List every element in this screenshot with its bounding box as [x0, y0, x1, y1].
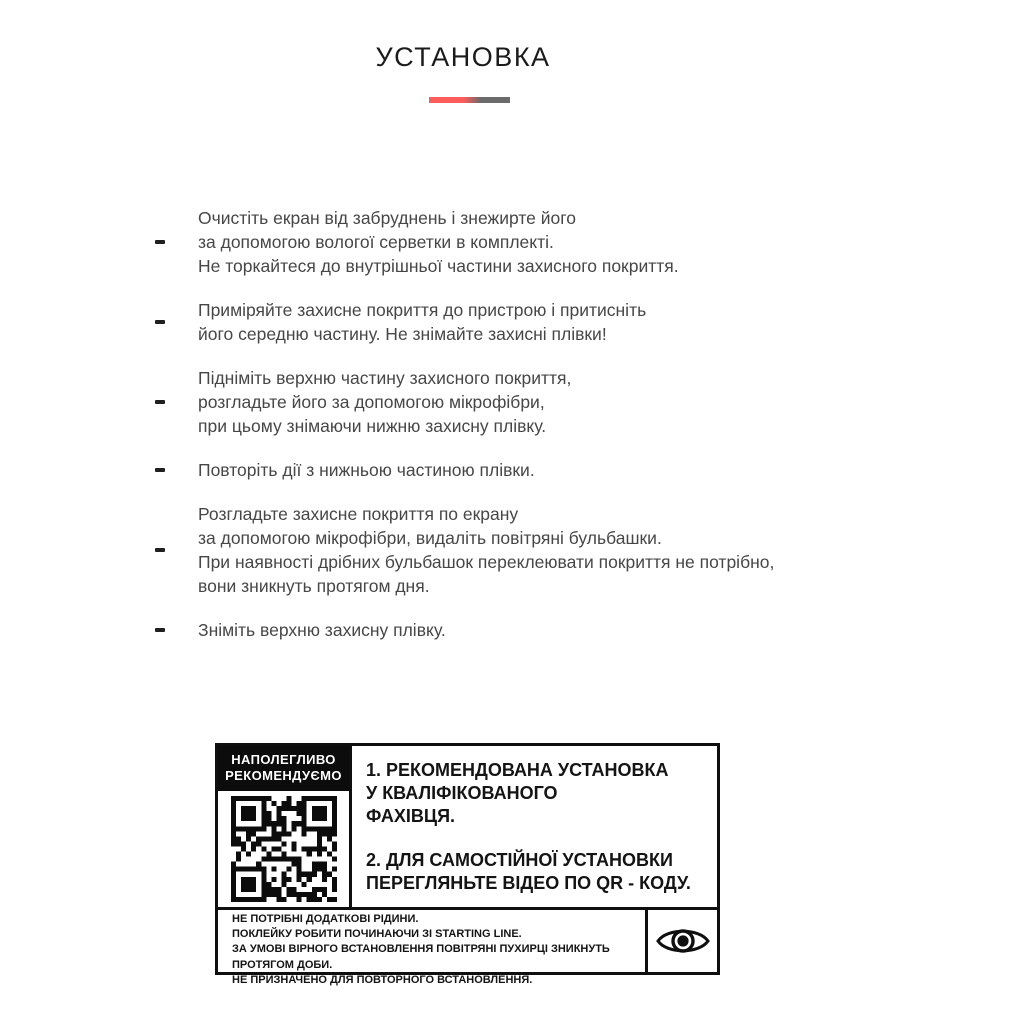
strongly-recommend-badge: [218, 746, 349, 791]
dash-bullet-icon: [155, 240, 165, 244]
instruction-line: розгладьте його за допомогою мікрофібри,: [198, 392, 545, 412]
note-line: ЗА УМОВІ ВІРНОГО ВСТАНОВЛЕННЯ ПОВІТРЯНІ ПУХИРЦІ ЗНИКНУТЬ ПРОТЯГОМ ДОБИ.: [232, 943, 610, 971]
dash-bullet-icon: [155, 400, 165, 404]
instruction-item: [155, 618, 915, 642]
eye-icon: [656, 924, 710, 958]
dash-bullet-icon: [155, 628, 165, 632]
instruction-line: за допомогою мікрофібри, видаліть повітряні бульбашки.: [198, 528, 662, 548]
recommendation-1: [366, 759, 707, 828]
dash-bullet-icon: [155, 468, 165, 472]
recommendation-2: [366, 849, 707, 895]
title-divider: [429, 97, 510, 103]
instruction-line: Очистіть екран від забруднень і знежирте його: [198, 208, 576, 228]
note-line: ПОКЛЕЙКУ РОБИТИ ПОЧИНАЮЧИ ЗІ STARTING LINE.: [232, 928, 522, 941]
instruction-item: [155, 502, 915, 598]
instruction-line: за допомогою вологої серветки в комплекті.: [198, 232, 554, 252]
instruction-line: Не торкайтеся до внутрішньої частини захисного покриття.: [198, 256, 679, 276]
recommendation-line: 1. РЕКОМЕНДОВАНА УСТАНОВКА: [366, 760, 669, 780]
badge-line: НАПОЛЕГЛИВО: [231, 752, 336, 767]
instruction-item: [155, 206, 915, 278]
recommendation-box: [215, 743, 720, 986]
instruction-item: [155, 458, 915, 482]
instruction-item: [155, 298, 915, 346]
instruction-list: [155, 206, 915, 662]
instruction-line: Зніміть верхню захисну плівку.: [198, 620, 446, 640]
recommendation-line: ПЕРЕГЛЯНЬТЕ ВІДЕО ПО QR - КОДУ.: [366, 873, 691, 893]
instruction-item: [155, 366, 915, 438]
instruction-line: При наявності дрібних бульбашок переклеювати покриття не потрібно,: [198, 552, 775, 572]
recommendation-line: ФАХІВЦЯ.: [366, 806, 456, 826]
instruction-line: вони зникнуть протягом дня.: [198, 576, 430, 596]
dash-bullet-icon: [155, 320, 165, 324]
instruction-line: його середню частину. Не знімайте захисні плівки!: [198, 324, 607, 344]
qr-code-icon: [231, 796, 337, 902]
instruction-line: Приміряйте захисне покриття до пристрою і притисніть: [198, 300, 647, 320]
badge-line: РЕКОМЕНДУЄМО: [225, 768, 342, 783]
note-line: НЕ ПОТРІБНІ ДОДАТКОВІ РІДИНИ.: [232, 913, 419, 925]
instruction-line: при цьому знімаючи нижню захисну плівку.: [198, 416, 547, 436]
page-title: УСТАНОВКА: [375, 42, 551, 72]
recommendation-line: 2. ДЛЯ САМОСТІЙНОЇ УСТАНОВКИ: [366, 850, 673, 870]
usage-notes: [218, 910, 645, 986]
dash-bullet-icon: [155, 548, 165, 552]
note-line: НЕ ПРИЗНАЧЕНО ДЛЯ ПОВТОРНОГО ВСТАНОВЛЕННЯ.: [232, 973, 533, 986]
instruction-line: Підніміть верхню частину захисного покриття,: [198, 368, 572, 388]
instruction-line: Повторіть дії з нижньою частиною плівки.: [198, 460, 535, 480]
recommendation-line: У КВАЛІФІКОВАНОГО: [366, 783, 558, 803]
instruction-line: Розгладьте захисне покриття по екрану: [198, 504, 519, 524]
